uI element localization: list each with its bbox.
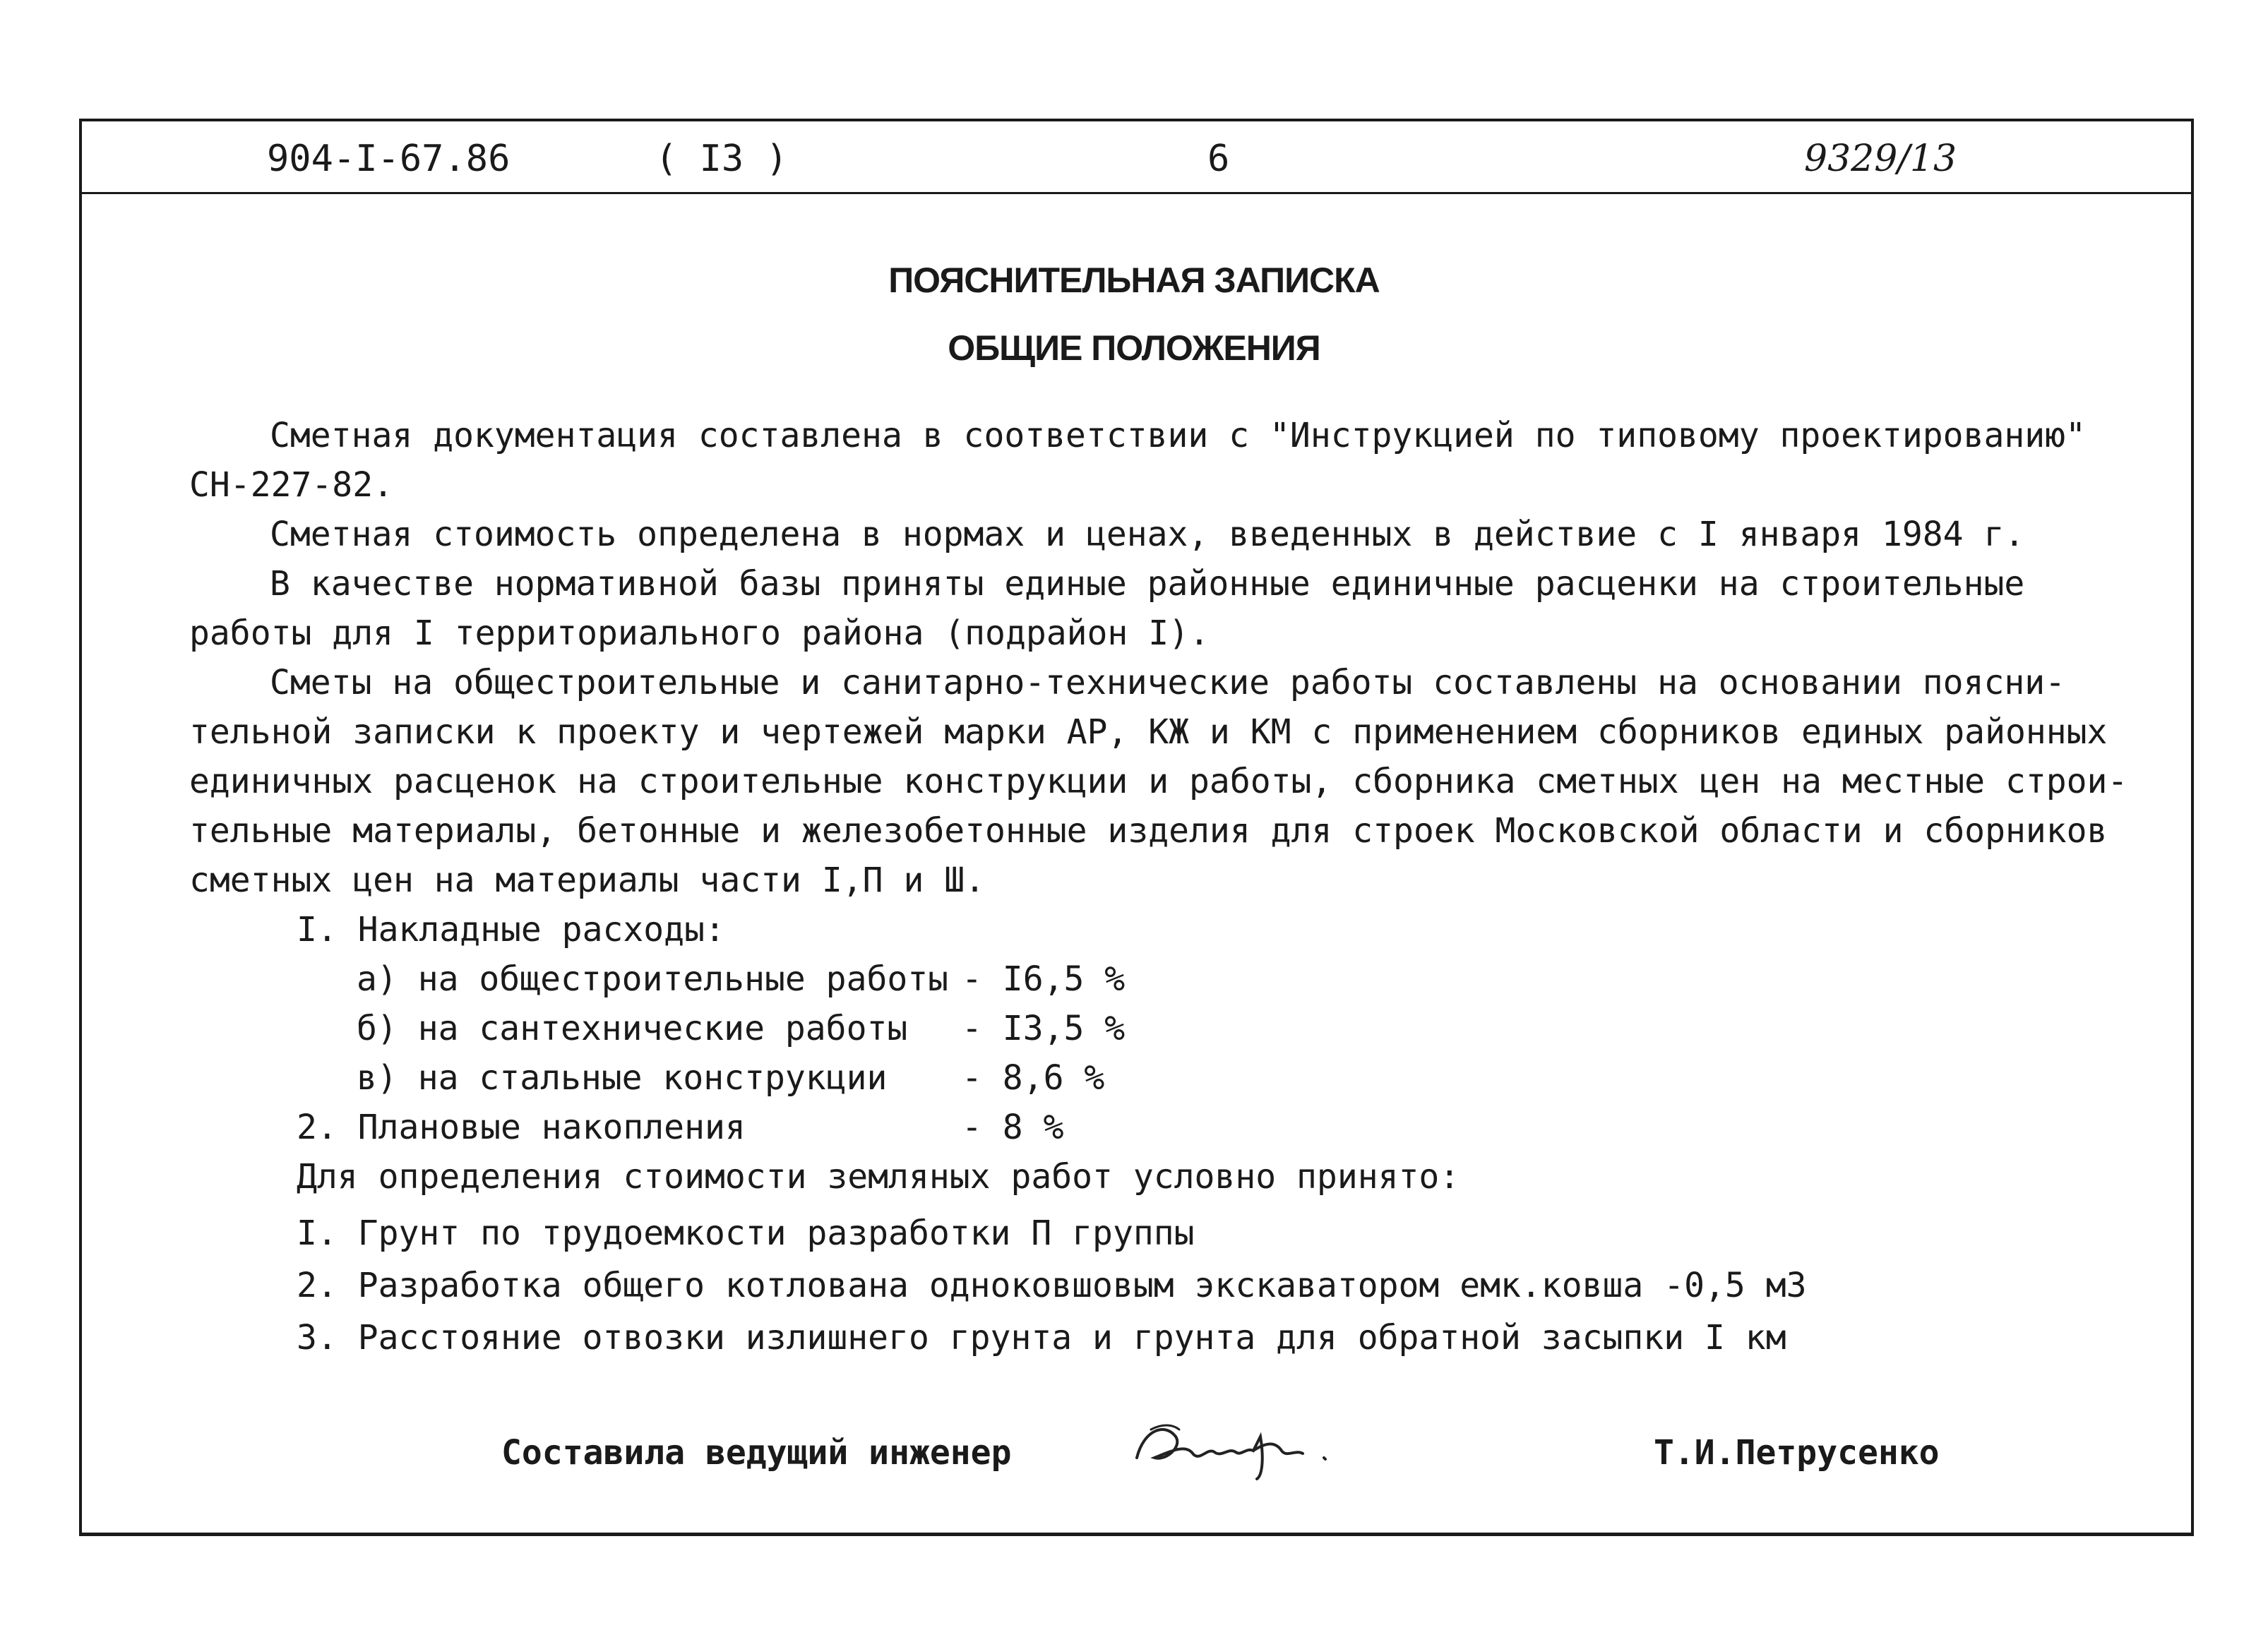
earthworks-item: I. Грунт по трудоемкости разработки П группы	[297, 1213, 1195, 1253]
document-subtitle: ОБЩИЕ ПОЛОЖЕНИЯ	[948, 328, 1320, 368]
paragraph-4-line-1: Сметы на общестроительные и санитарно-технические работы составлены на основании поясни-	[270, 663, 2066, 702]
overhead-item-value: - I3,5 %	[962, 1009, 1126, 1048]
earthworks-item: 2. Разработка общего котлована одноковшовым экскаватором емк.ковша -0,5 м3	[297, 1266, 1807, 1305]
handwritten-signature	[1123, 1408, 1349, 1486]
paragraph-4-line-4: тельные материалы, бетонные и железобетонные изделия для строек Московской области и сборников	[189, 811, 2108, 851]
earthworks-item: 3. Расстояние отвозки излишнего грунта и грунта для обратной засыпки I км	[297, 1318, 1786, 1358]
paragraph-1-line-1: Сметная документация составлена в соответствии с "Инструкцией по типовому проектированию"	[270, 416, 2086, 455]
overhead-item-label: а) на общестроительные работы	[357, 959, 949, 999]
paragraph-4-line-5: сметных цен на материалы части I,П и Ш.	[189, 861, 986, 900]
doc-code: 904-I-67.86	[267, 138, 511, 180]
paragraph-4-line-3: единичных расценок на строительные конструкции и работы, сборника сметных цен на местные строи-	[189, 762, 2128, 801]
document-title: ПОЯСНИТЕЛЬНАЯ ЗАПИСКА	[888, 260, 1380, 300]
paragraph-4-line-2: тельной записки к проекту и чертежей марки АР, КЖ и КМ с применением сборников единых районных	[189, 712, 2108, 752]
planned-savings-label: 2. Плановые накопления	[297, 1108, 746, 1147]
overhead-item-value: - 8,6 %	[962, 1058, 1105, 1098]
paragraph-1-line-2: СН-227-82.	[189, 465, 393, 505]
planned-savings-value: - 8 %	[962, 1108, 1064, 1147]
overhead-item-label: б) на сантехнические работы	[357, 1009, 908, 1048]
paragraph-3-line-2: работы для I территориального района (подрайон I).	[189, 613, 1210, 653]
paragraph-2-line-1: Сметная стоимость определена в нормах и ценах, введенных в действие с I января 1984 г.	[270, 515, 2025, 554]
overheads-heading: I. Накладные расходы:	[297, 910, 725, 949]
sheet-number: ( I3 )	[655, 138, 788, 180]
overhead-item-value: - I6,5 %	[962, 959, 1126, 999]
signer-name: Т.И.Петрусенко	[1654, 1433, 1940, 1473]
page-number: 6	[1207, 138, 1230, 180]
inventory-number: 9329/13	[1804, 138, 1957, 180]
overhead-item-label: в) на стальные конструкции	[357, 1058, 888, 1098]
earthworks-intro: Для определения стоимости земляных работ условно принято:	[297, 1157, 1460, 1197]
paragraph-3-line-1: В качестве нормативной базы приняты единые районные единичные расценки на строительные	[270, 564, 2025, 604]
signature-label: Составила ведущий инженер	[501, 1433, 1012, 1473]
header-divider	[79, 192, 2194, 194]
